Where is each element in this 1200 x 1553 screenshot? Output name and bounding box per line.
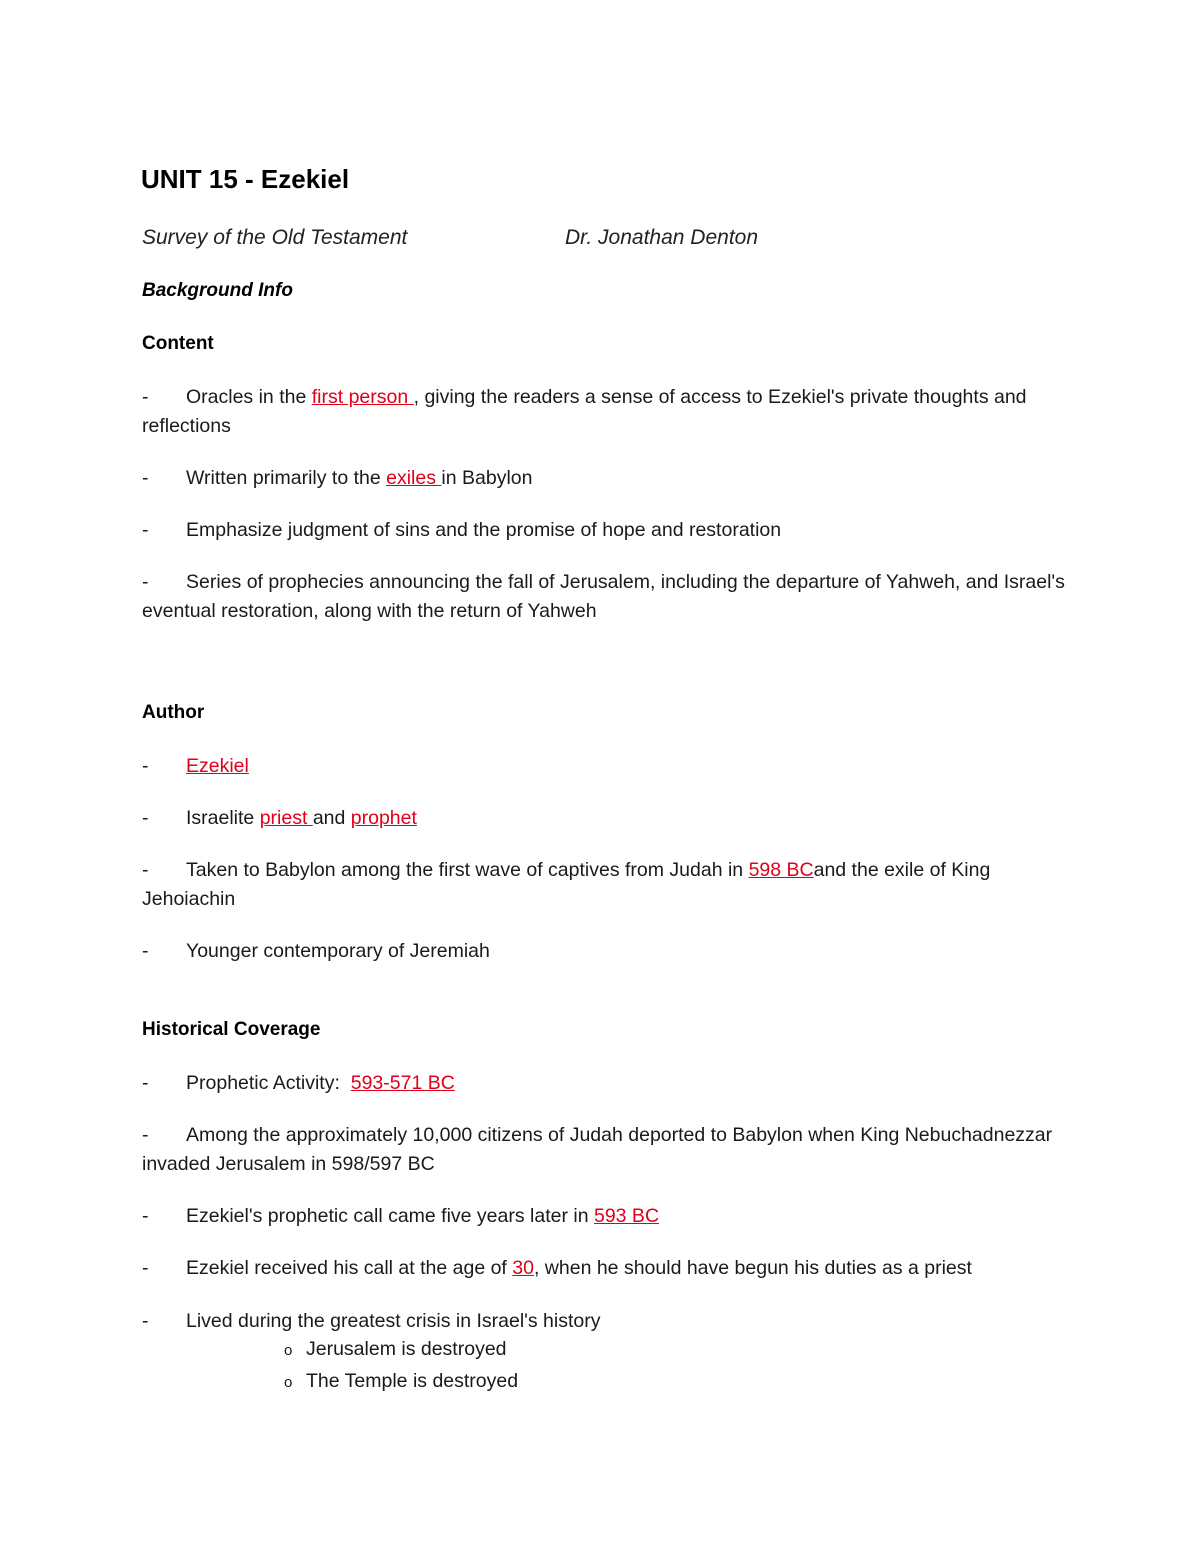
content-item-prophecies: - Series of prophecies announcing the fall of Jerusalem, including the departure of Yahweh, and Israel's eventual restoration, along with the return of Yahweh: [142, 571, 1065, 622]
fill-in-answer: exiles: [386, 467, 442, 489]
circle-bullet-icon: o: [284, 1374, 293, 1391]
instructor-name: Dr. Jonathan Denton: [565, 226, 759, 249]
historical-coverage-heading: Historical Coverage: [142, 1019, 321, 1040]
content-item-first-person: - Oracles in the first person , giving the readers a sense of access to Ezekiel's private thoughts and reflections: [142, 386, 1027, 437]
background-info-heading: Background Info: [142, 280, 293, 301]
course-name: Survey of the Old Testament: [142, 226, 408, 249]
fill-in-answer: 30: [512, 1257, 534, 1279]
fill-in-answer: 593-571 BC: [350, 1072, 455, 1094]
author-item-ezekiel: - Ezekiel: [142, 755, 249, 777]
historical-item-deported: - Among the approximately 10,000 citizens of Judah deported to Babylon when King Nebuchadnezzar invaded Jerusalem in 598/597 BC: [142, 1124, 1053, 1175]
historical-item-age: - Ezekiel received his call at the age of 30, when he should have begun his duties as a priest: [142, 1257, 972, 1279]
historical-item-call: - Ezekiel's prophetic call came five years later in 593 BC: [142, 1205, 660, 1227]
circle-bullet-icon: o: [284, 1342, 293, 1359]
content-item-judgment: - Emphasize judgment of sins and the promise of hope and restoration: [142, 519, 782, 541]
content-item-exiles: - Written primarily to the exiles in Babylon: [142, 467, 533, 489]
author-item-priest-prophet: - Israelite priest and prophet: [142, 807, 417, 829]
fill-in-answer: first person: [311, 386, 414, 408]
fill-in-answer: priest: [259, 807, 313, 829]
sub-item-temple: o The Temple is destroyed: [284, 1367, 518, 1398]
author-heading: Author: [142, 702, 205, 723]
historical-item-crisis: - Lived during the greatest crisis in Israel's history: [142, 1310, 601, 1332]
fill-in-answer: 593 BC: [593, 1205, 660, 1227]
fill-in-answer: prophet: [350, 807, 417, 829]
fill-in-answer: Ezekiel: [186, 755, 249, 777]
historical-item-activity: - Prophetic Activity: 593-571 BC: [142, 1072, 455, 1094]
page-title: UNIT 15 - Ezekiel: [141, 164, 350, 194]
sub-item-jerusalem: o Jerusalem is destroyed: [284, 1335, 507, 1366]
content-heading: Content: [142, 333, 214, 354]
author-item-babylon: - Taken to Babylon among the first wave of captives from Judah in 598 BCand the exile of King Jehoiachin: [142, 859, 991, 910]
fill-in-answer: 598 BC: [748, 859, 814, 881]
author-item-jeremiah: - Younger contemporary of Jeremiah: [142, 940, 490, 962]
